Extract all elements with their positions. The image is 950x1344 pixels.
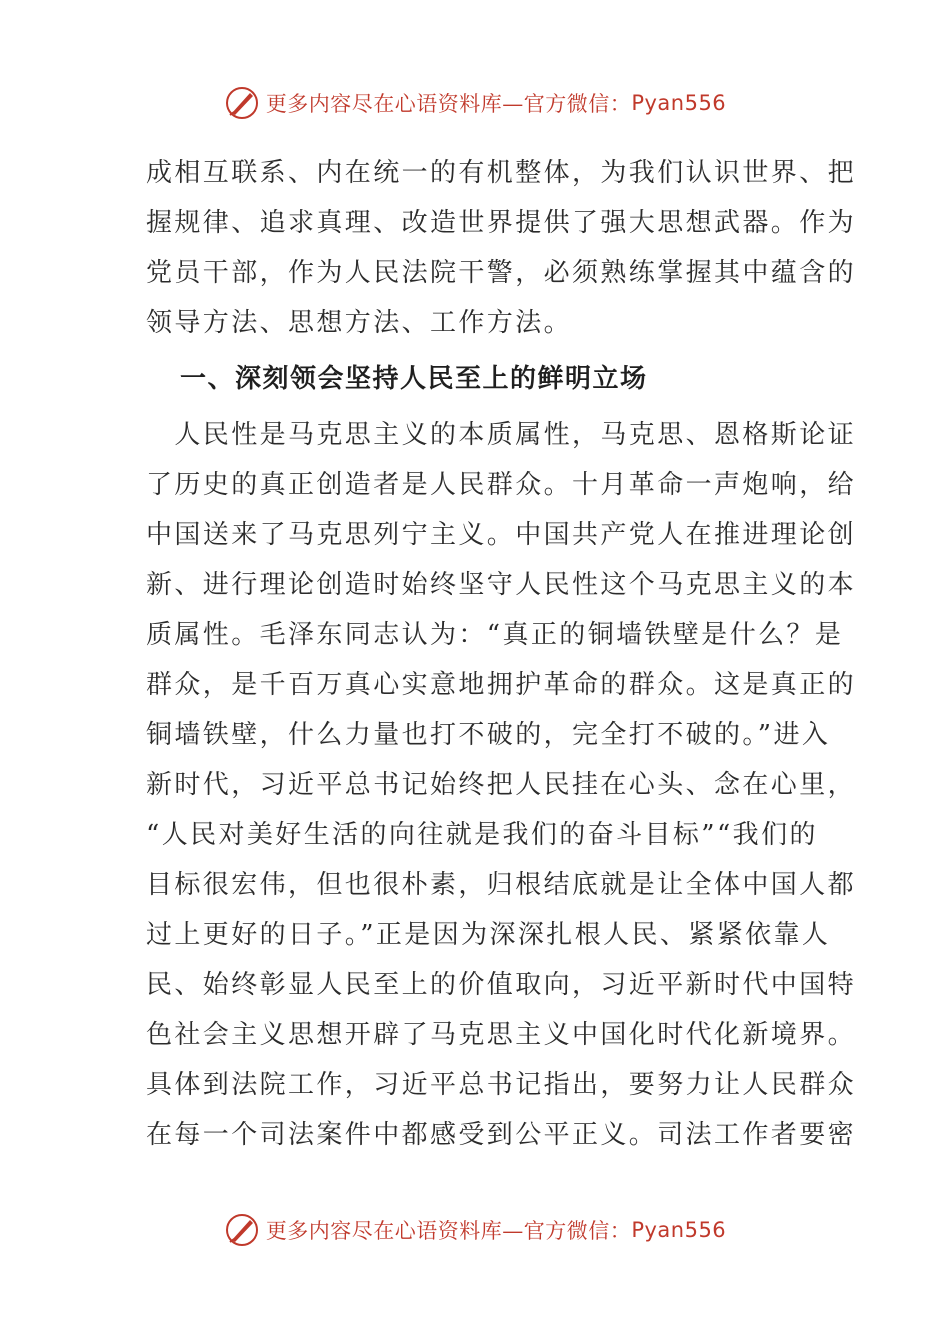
watermark-footer	[0, 1210, 950, 1250]
text-line: 握规律、追求真理、改造世界提供了强大思想武器。作为	[146, 208, 857, 238]
text-line: 铜墙铁壁，什么力量也打不破的，完全打不破的。”进入	[146, 720, 831, 750]
quill-logo-icon	[224, 85, 260, 121]
text-line: “人民对美好生活的向往就是我们的奋斗目标”“我们的	[146, 820, 818, 850]
text-line: 党员干部，作为人民法院干警，必须熟练掌握其中蕴含的	[146, 258, 857, 288]
text-line: 新时代，习近平总书记始终把人民挂在心头、念在心里，	[146, 770, 857, 800]
text-line: 在每一个司法案件中都感受到公平正义。司法工作者要密	[146, 1120, 857, 1150]
text-line: 人民性是马克思主义的本质属性，马克思、恩格斯论证	[146, 420, 857, 450]
text-line: 质属性。毛泽东同志认为：“真正的铜墙铁壁是什么？是	[146, 620, 844, 650]
watermark-wechat-id: Pyan556	[631, 91, 727, 115]
watermark-wechat-id: Pyan556	[631, 1218, 727, 1242]
document-body	[146, 148, 857, 1160]
text-line: 具体到法院工作，习近平总书记指出，要努力让人民群众	[146, 1070, 857, 1100]
quill-logo-icon	[224, 1212, 260, 1248]
section-heading: 一、深刻领会坚持人民至上的鲜明立场	[180, 364, 648, 394]
watermark-text: 更多内容尽在心语资料库—官方微信：	[265, 1219, 632, 1243]
text-line: 目标很宏伟，但也很朴素，归根结底就是让全体中国人都	[146, 870, 857, 900]
text-line: 了历史的真正创造者是人民群众。十月革命一声炮响，给	[146, 470, 857, 500]
text-line: 新、进行理论创造时始终坚守人民性这个马克思主义的本	[146, 570, 857, 600]
text-line: 过上更好的日子。”正是因为深深扎根人民、紧紧依靠人	[146, 920, 831, 950]
watermark-header	[0, 83, 950, 123]
text-line: 中国送来了马克思列宁主义。中国共产党人在推进理论创	[146, 520, 857, 550]
text-line: 色社会主义思想开辟了马克思主义中国化时代化新境界。	[146, 1020, 857, 1050]
text-line: 成相互联系、内在统一的有机整体，为我们认识世界、把	[146, 158, 857, 188]
text-line: 领导方法、思想方法、工作方法。	[146, 308, 573, 338]
text-line: 群众，是千百万真心实意地拥护革命的群众。这是真正的	[146, 670, 857, 700]
watermark-text: 更多内容尽在心语资料库—官方微信：	[265, 92, 632, 116]
text-line: 民、始终彰显人民至上的价值取向，习近平新时代中国特	[146, 970, 857, 1000]
